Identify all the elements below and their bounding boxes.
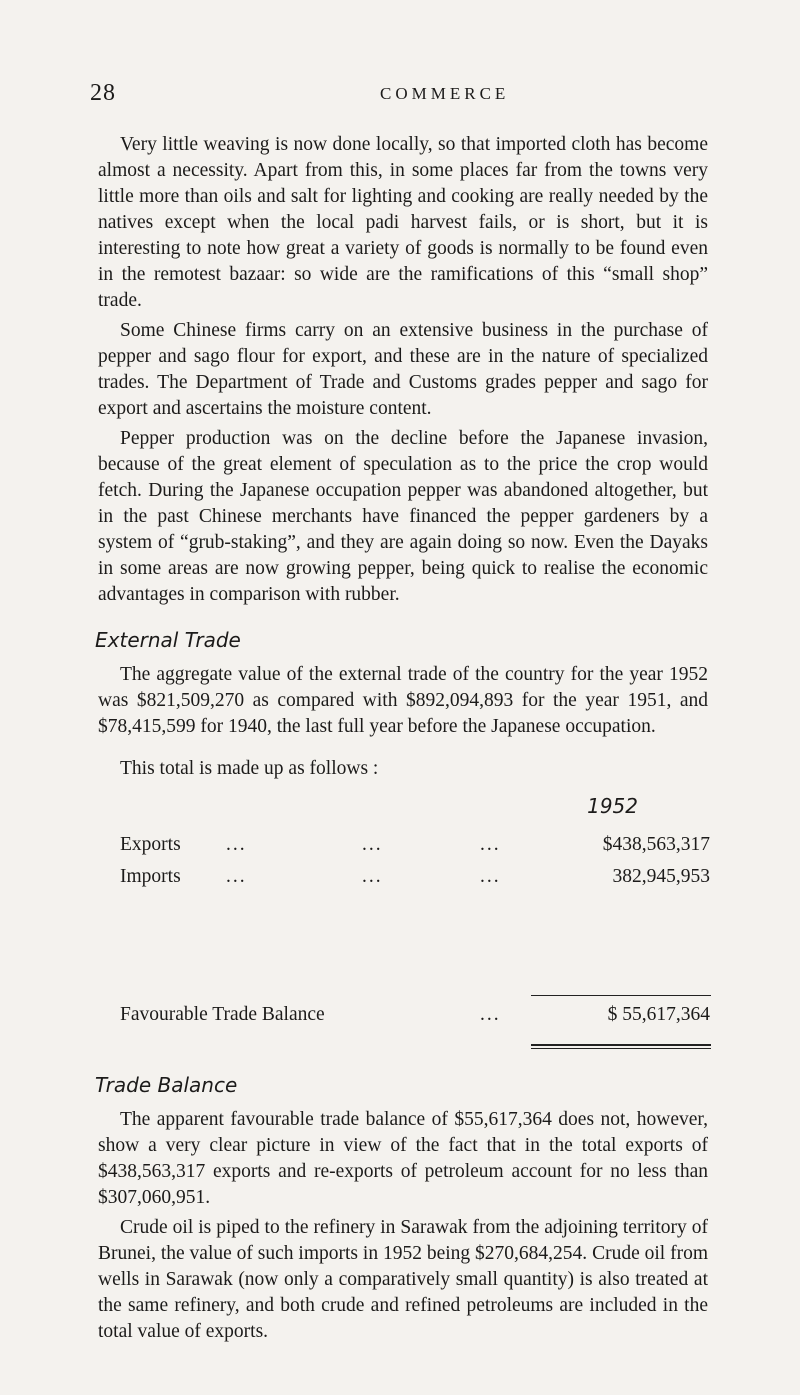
row-value: 382,945,953 bbox=[612, 866, 710, 887]
paragraph-apparent-balance: The apparent favourable trade balance of $55,617,364 does not, however, show a very clear picture in view of the fact that in the total exports of $438,563,317 exports and re-exports of petroleum account for no less than $307,060,951. bbox=[98, 1109, 708, 1208]
paragraph-pepper: Pepper production was on the decline before the Japanese invasion, because of the great element of speculation as to the price the crop would fetch. During the Japanese occupation pepper was abandoned altogether, but in the past Chinese merchants have financed the pepper gardeners by a system of “grub-staking”, and they are again doing so now. Even the Dayaks in some areas are now growing pepper, being quick to realise the economic advantages in comparison with rubber. bbox=[98, 428, 708, 605]
row-label: Favourable Trade Balance bbox=[120, 1004, 325, 1025]
sum-rule bbox=[531, 995, 711, 996]
row-label: Exports bbox=[120, 834, 181, 855]
trade-table bbox=[98, 794, 708, 1049]
row-value: $ 55,617,364 bbox=[607, 1004, 710, 1025]
paragraph-weaving: Very little weaving is now done locally, so that imported cloth has become almost a necessity. Apart from this, in some places far from the towns very little more than oils and salt for lighting and cooking are really needed by the natives except when the local padi harvest fails, or is short, but it is interesting to note how great a variety of goods is normally to be found even in the remotest bazaar: so wide are the ramifications of this “small shop” trade. bbox=[98, 134, 708, 311]
double-rule-lower bbox=[531, 1048, 711, 1049]
table-row-balance bbox=[120, 1004, 710, 1032]
row-label: Imports bbox=[120, 866, 181, 887]
row-value: $438,563,317 bbox=[602, 834, 710, 855]
leader-dots: ... bbox=[226, 834, 247, 855]
running-title: COMMERCE bbox=[380, 84, 510, 103]
heading-external-trade: External Trade bbox=[95, 628, 241, 652]
table-row-exports bbox=[120, 834, 710, 862]
leader-dots: ... bbox=[362, 834, 383, 855]
table-year-heading: 1952 bbox=[587, 794, 638, 818]
leader-dots: ... bbox=[480, 866, 501, 887]
paragraph-made-up: This total is made up as follows : bbox=[120, 758, 379, 779]
paragraph-chinese-firms: Some Chinese firms carry on an extensive business in the purchase of pepper and sago flour for export, and these are in the nature of specialized trades. The Department of Trade and Customs grades pepper and sago for export and ascertains the moisture content. bbox=[98, 320, 708, 419]
table-row-imports bbox=[120, 866, 710, 894]
leader-dots: ... bbox=[480, 834, 501, 855]
leader-dots: ... bbox=[226, 866, 247, 887]
heading-trade-balance: Trade Balance bbox=[95, 1073, 238, 1097]
paragraph-crude-oil: Crude oil is piped to the refinery in Sarawak from the adjoining territory of Brunei, the value of such imports in 1952 being $270,684,254. Crude oil from wells in Sarawak (now only a comparatively small quantity) is also treated at the same refinery, and both crude and refined petroleums are included in the total value of exports. bbox=[98, 1217, 708, 1342]
double-rule-upper bbox=[531, 1044, 711, 1046]
leader-dots: ... bbox=[480, 1004, 501, 1025]
leader-dots: ... bbox=[362, 866, 383, 887]
page-body bbox=[95, 132, 710, 1349]
page-number: 28 bbox=[90, 80, 116, 106]
paragraph-aggregate-value: The aggregate value of the external trade of the country for the year 1952 was $821,509,270 as compared with $892,094,893 for the year 1951, and $78,415,599 for 1940, the last full year before the Japanese occupation. bbox=[98, 664, 708, 737]
